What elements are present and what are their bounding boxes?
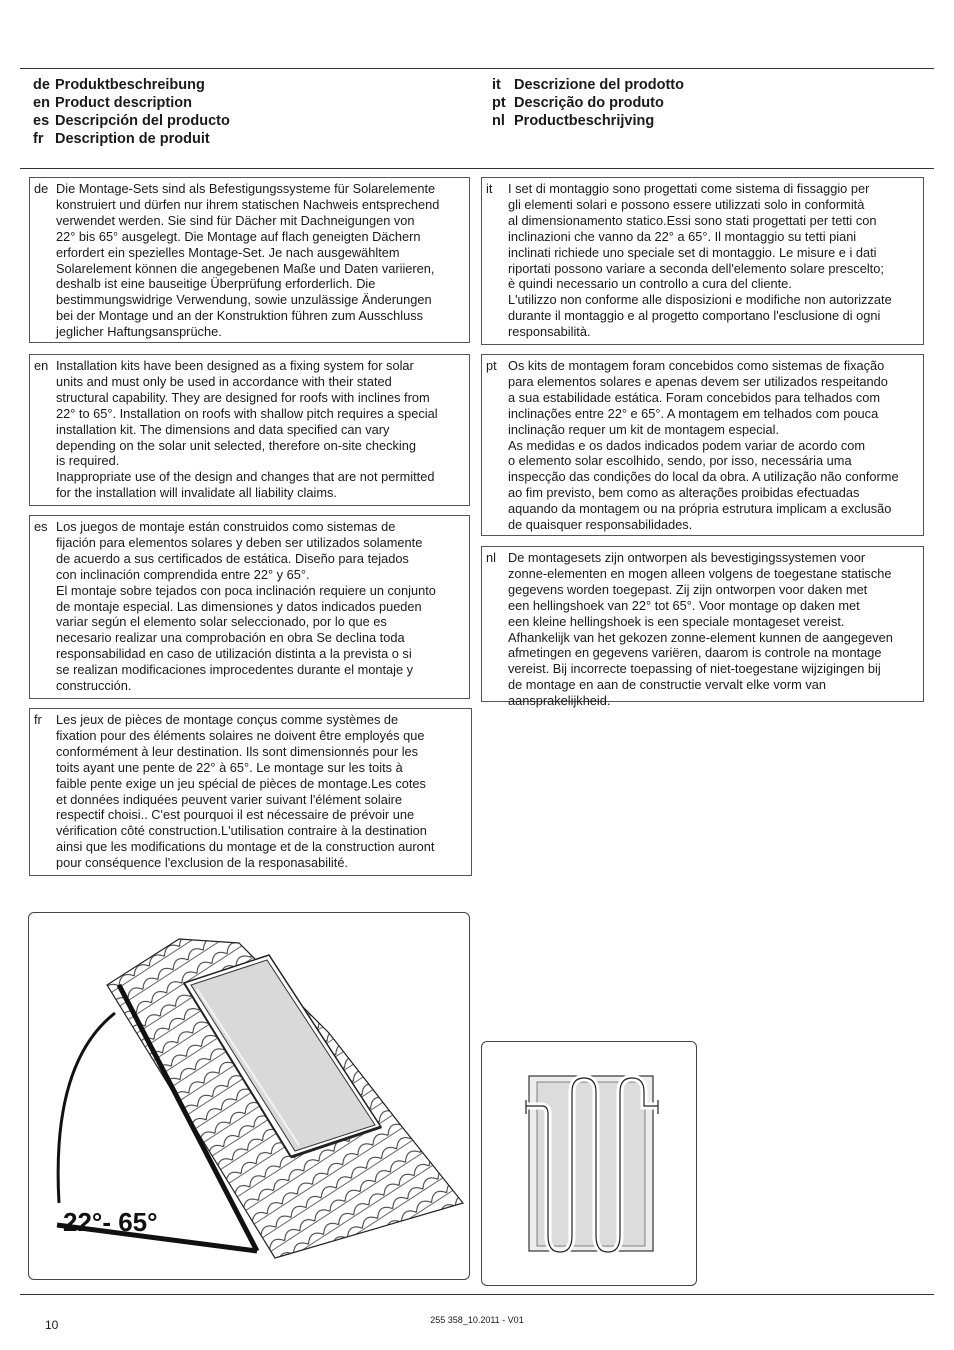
heading-label: Product description — [55, 95, 192, 111]
section-en — [29, 354, 470, 506]
document-reference: 255 358_10.2011 - V01 — [430, 1315, 524, 1325]
headings-left — [33, 76, 230, 148]
section-text: Os kits de montagem foram concebidos como sistemas de fixação para elementos solares e apenas devem ser utilizados respeitando a sua estabilidade estática. Foram concebidos para telhados com inclinações entre 22° e 65°. A montagem em telhados com pouca inclinação requer um kit de montagem especial. As medidas e os dados indicados podem variar de acordo com o elemento solar escolhido, sendo, por isso, necessária uma inspecção das condições do local da obra. A utilização não conforme ao fim previsto, bem como as alterações proibidas efectuadas aquando da montagem ou na própria estrutura implicam a exclusão de quaisquer responsabilidades. — [508, 358, 899, 533]
section-code: en — [34, 358, 49, 373]
section-text: Los juegos de montaje están construidos como sistemas de fijación para elementos solares y deben ser utilizados solamente de acuerdo a sus certificados de estática. Diseño para tejados con inclinación comprendida entre 22° y 65°. El montaje sobre tejados con poca inclinación requiere un conjunto de montaje especial. Las dimensiones y datos indicados pueden variar según el elemento solar seleccionado, por lo que es necesario realizar una comprobación en obra Se declina toda responsabilidad en caso de utilización distinta a la prevista o si se realizan modificaciones improcedentes durante el montaje y construcción. — [56, 519, 436, 694]
footer-rule — [20, 1294, 934, 1295]
section-fr — [29, 708, 472, 876]
section-nl — [481, 546, 924, 709]
heading-label: Description de produit — [55, 131, 210, 147]
section-text: I set di montaggio sono progettati come sistema di fissaggio per gli elementi solari e possono essere utilizzati solo in conformità al dimensionamento statico.Essi sono stati progettati per tetti con inclinazioni che vanno da 22° a 65°. Il montaggio su tetti piani inclinati richiede uno speciale set di montaggio. Le misure e i dati riportati possono variare a seconda dell'elemento solare prescelto; è quindi necessario un controllo a cura del cliente. L'utilizzo non conforme alle disposizioni e modifiche non autorizzate durante il montaggio e al progetto comportano l'esclusione di ogni responsabilità. — [508, 181, 892, 340]
heading-code: nl — [492, 113, 505, 129]
absorber-figure — [481, 1041, 697, 1286]
roof-illustration — [29, 913, 470, 1280]
angle-label: 22°- 65° — [63, 1207, 158, 1237]
section-text: Installation kits have been designed as a fixing system for solar units and must only be used in accordance with their stated structural capability. They are designed for roofs with inclines from 22° to 65°. Installation on roofs with shallow pitch requires a special installation kit. The dimensions and data specified can vary depending on the solar unit selected, therefore on-site checking is required. Inappropriate use of the design and changes that are not permitted for the installation will invalidate all liability claims. — [56, 358, 438, 501]
absorber-illustration — [482, 1042, 697, 1286]
section-code: pt — [486, 358, 497, 373]
heading-code: es — [33, 113, 50, 129]
section-code: de — [34, 181, 49, 196]
section-text: Die Montage-Sets sind als Befestigungssysteme für Solarelemente konstruiert und dürfen nur ihrem statischen Nachweis entsprechend verwendet werden. Sie sind für Dächer mit Dachneigungen von 22° bis 65° ausgelegt. Die Montage auf flach geneigten Dächern erfordert ein spezielles Montage-Set. Je nach ausgewähltem Solarelement können die angegebenen Maße und Daten variieren, deshalb ist eine bauseitige Überprüfung erforderlich. Die bestimmungswidrige Verwendung, sowie unzulässige Änderungen bei der Montage und an der Konstruktion führen zum Ausschluss jeglicher Haftungsansprüche. — [56, 181, 440, 340]
section-text: Les jeux de pièces de montage conçus comme systèmes de fixation pour des éléments solaires ne doivent être employés que conformément à leur destination. Ils sont dimensionnés pour les toits ayant une pente de 22° à 65°. Le montage sur les toits à faible pente exige un jeu spécial de pièces de montage.Les cotes et données indiquées peuvent varier suivant l'élément solaire respectif choisi.. C'est pourquoi il est nécessaire de prévoir une vérification côté construction.L'utilisation contraire à la destination ainsi que les modifications du montage et de la construction auront pour conséquence l'exclusion de la responasabilité. — [56, 712, 435, 871]
heading-label: Descrizione del prodotto — [514, 77, 684, 93]
section-text: De montagesets zijn ontworpen als bevestigingssystemen voor zonne-elementen en mogen alleen volgens de toegestane statische gegevens worden toegepast. Zij zijn ontworpen voor daken met een hellingshoek van 22° tot 65°. Voor montage op daken met een kleine hellingshoek is een speciale montageset vereist. Afhankelijk van het gekozen zonne-element kunnen de aangegeven afmetingen en gegevens variëren, daarom is controle na montage vereist. Bij incorrecte toepassing of niet-toegestane wijzigingen bij de montage en aan de constructie vervalt elke vorm van aansprakelijkheid. — [508, 550, 893, 709]
roof-installation-figure — [28, 912, 470, 1280]
section-pt — [481, 354, 924, 536]
heading-rule — [20, 168, 934, 169]
heading-code: de — [33, 77, 50, 93]
section-code: fr — [34, 712, 42, 727]
angle-arc — [58, 1013, 115, 1203]
heading-code: fr — [33, 131, 44, 147]
heading-code: pt — [492, 95, 506, 111]
heading-label: Descripción del producto — [55, 113, 230, 129]
section-code: nl — [486, 550, 496, 565]
section-code: es — [34, 519, 48, 534]
section-code: it — [486, 181, 493, 196]
heading-code: en — [33, 95, 50, 111]
heading-label: Descrição do produto — [514, 95, 664, 111]
section-es — [29, 515, 470, 699]
heading-label: Produktbeschreibung — [55, 77, 205, 93]
section-it — [481, 177, 924, 345]
top-rule — [20, 68, 934, 69]
headings-right — [492, 76, 684, 130]
heading-code: it — [492, 77, 501, 93]
page-number: 10 — [45, 1318, 59, 1332]
section-de — [29, 177, 470, 343]
heading-label: Productbeschrijving — [514, 113, 655, 129]
